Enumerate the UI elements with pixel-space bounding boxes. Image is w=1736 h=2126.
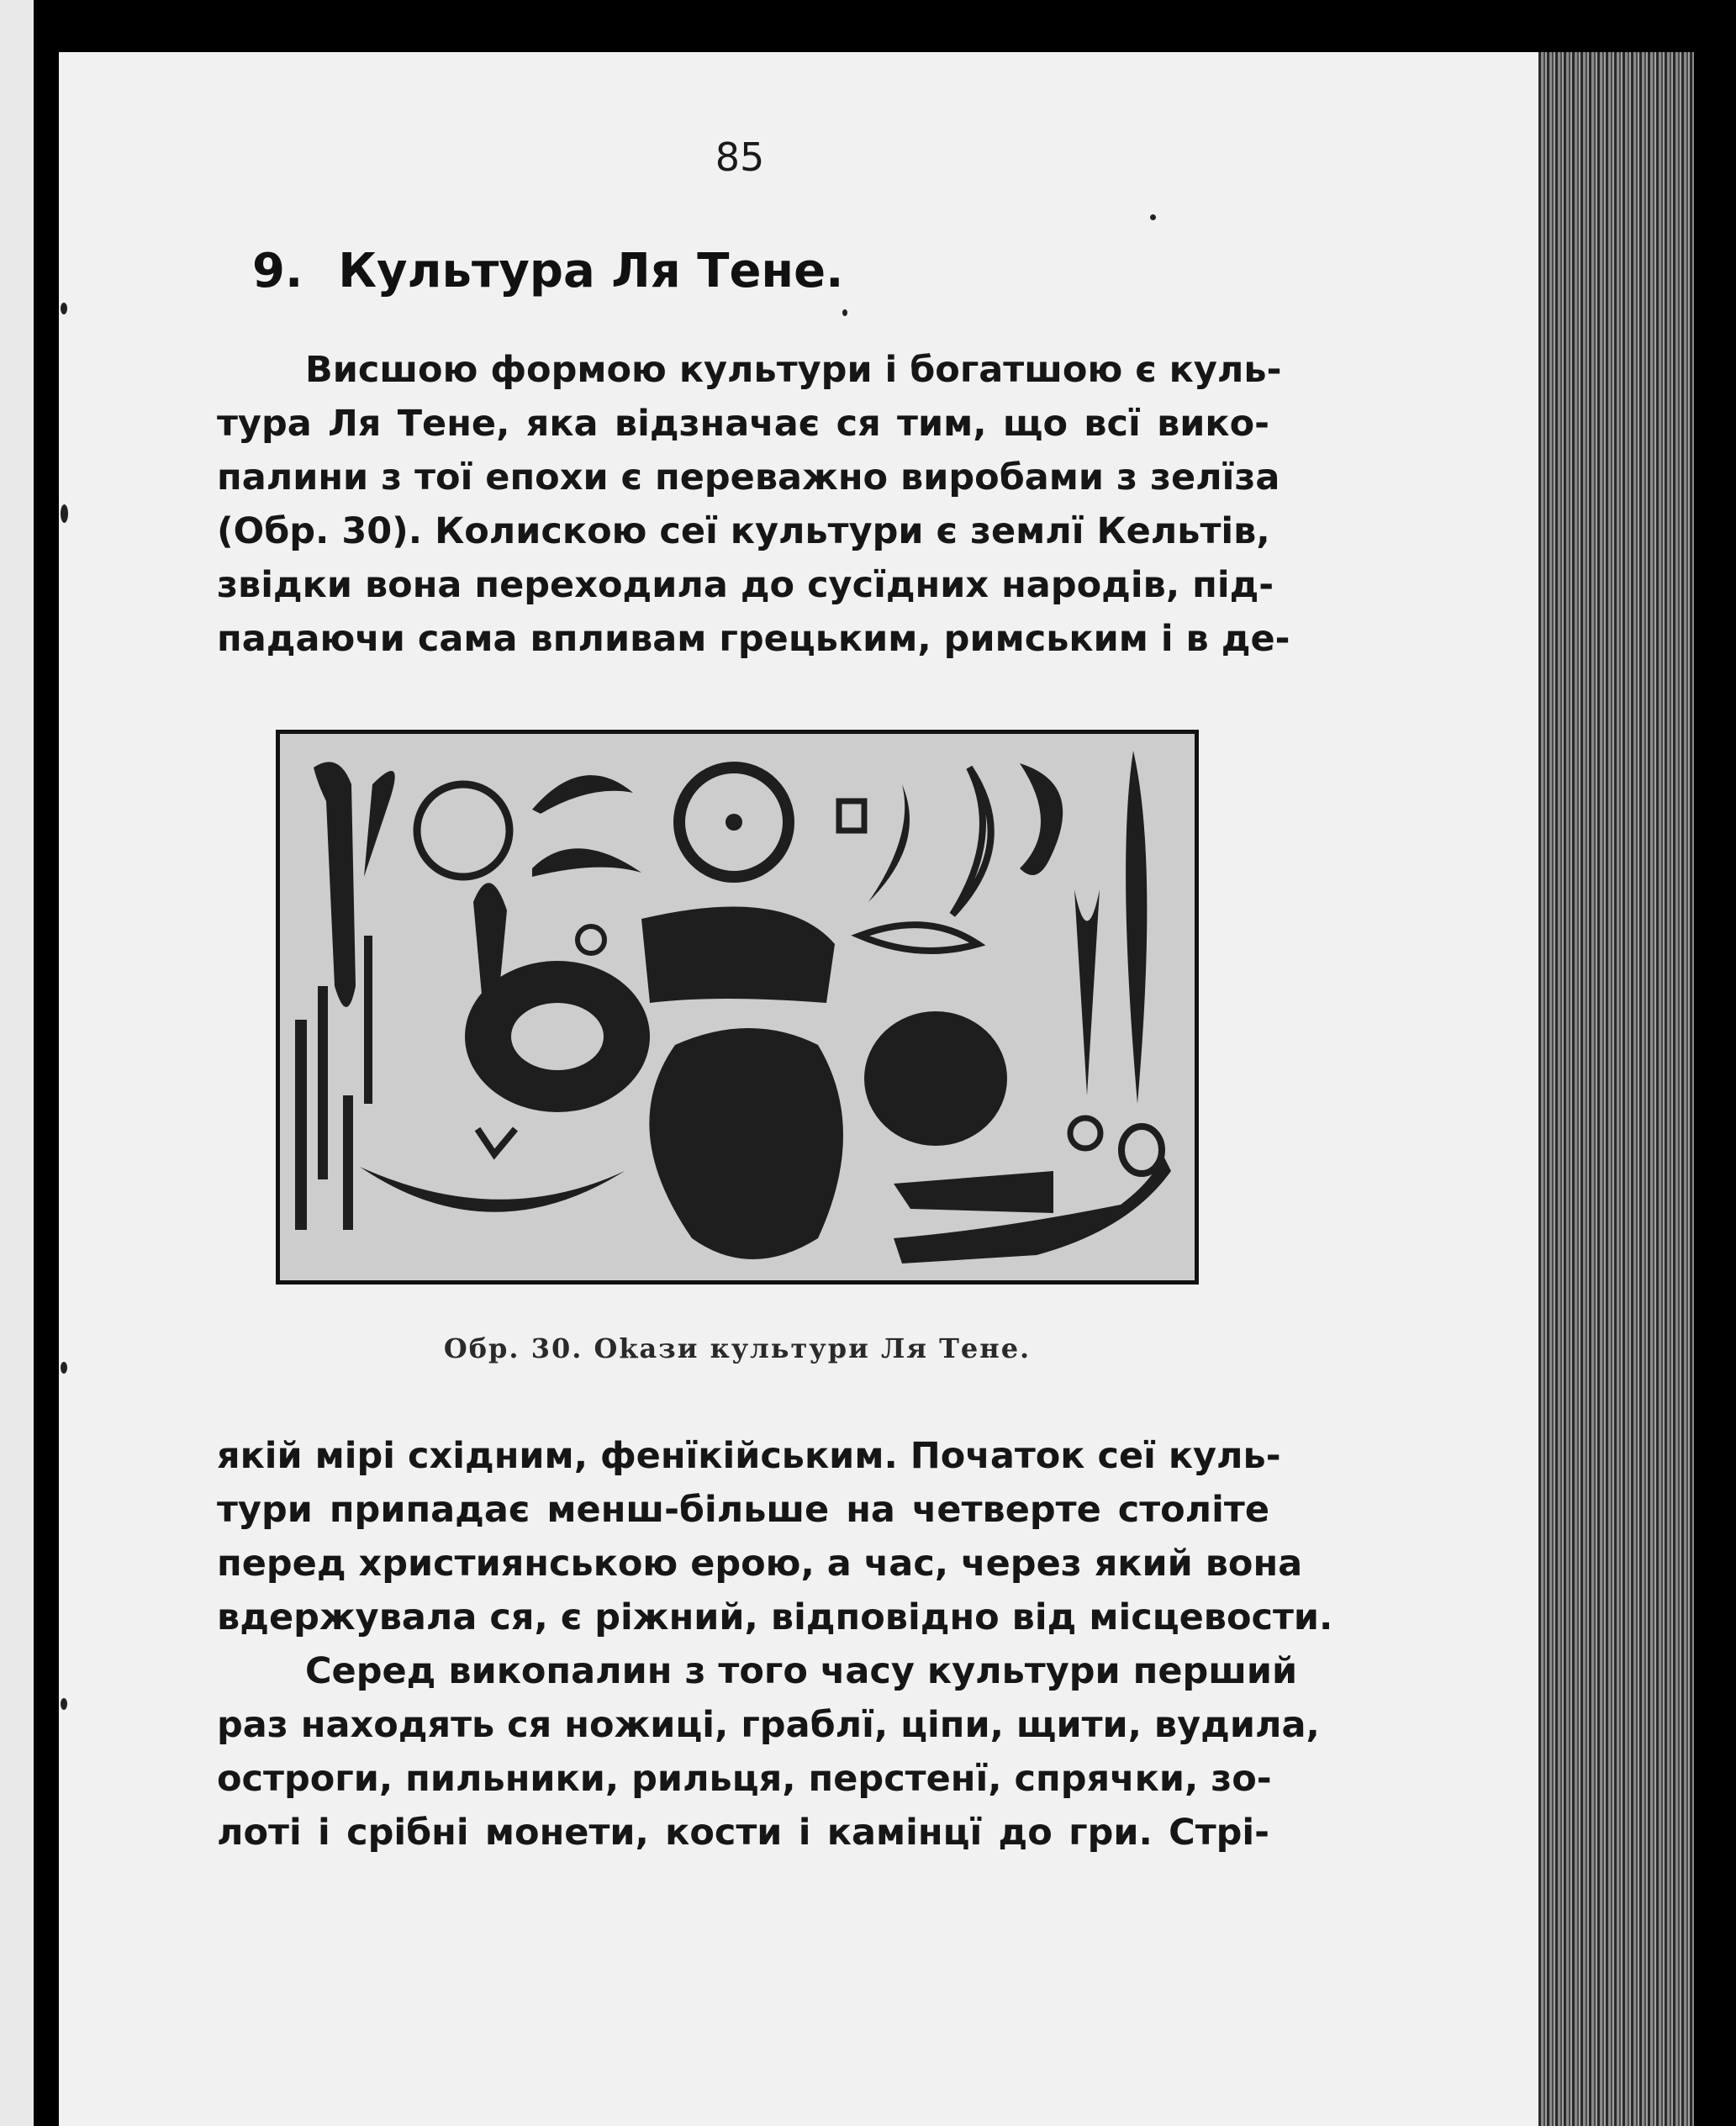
artifacts-illustration — [280, 734, 1195, 1280]
text-line: вдержувала ся, є ріжний, відповідно від місцевости. — [217, 1596, 1333, 1638]
figure-la-tene-artifacts — [276, 730, 1199, 1285]
text-line: тура Ля Тене, яка відзначає ся тим, що всї вико- — [217, 403, 1269, 445]
figure-caption: Обр. 30. Оkази культури Ля Тене. — [443, 1332, 1032, 1364]
text-line: Серед викопалин з того часу культури перший — [305, 1650, 1298, 1692]
book-page-stack-edge — [1538, 52, 1694, 2126]
text-line: звідки вона переходила до сусїдних народів, під- — [217, 564, 1274, 606]
margin-speck — [61, 1362, 67, 1374]
text-line: раз находять ся ножиці, граблї, ціпи, щити, вудила, — [217, 1704, 1320, 1746]
margin-speck — [61, 504, 68, 523]
margin-speck — [61, 303, 67, 314]
text-line: палини з тої епохи є переважно виробами з зелїза — [217, 456, 1280, 499]
text-line: (Обр. 30). Колискою сеї культури є землї Кельтів, — [217, 510, 1270, 552]
paragraph-1 — [217, 343, 1290, 666]
text-line: падаючи сама впливам грецьким, римським і в де- — [217, 618, 1290, 660]
text-line: лоті і срібні монети, кости і камінцї до гри. Стрі- — [217, 1812, 1269, 1854]
page-speck — [1150, 214, 1156, 220]
text-line: перед християнською ерою, а час, через який вона — [217, 1543, 1303, 1585]
page-speck — [842, 309, 847, 316]
chapter-heading — [252, 244, 1261, 298]
scan-border — [1694, 0, 1736, 2126]
text-line: Висшою формою культури і богатшою є куль- — [305, 349, 1282, 391]
chapter-number: 9. — [252, 244, 303, 298]
text-line: тури припадає менш-більше на четверте століте — [217, 1489, 1269, 1531]
margin-speck — [61, 1698, 67, 1710]
text-line: якій мірі східним, фенїкійським. Початок сеї куль- — [217, 1435, 1281, 1477]
page-number: 85 — [715, 135, 765, 180]
chapter-title: Культура Ля Тене. — [338, 244, 844, 298]
paragraph-2 — [217, 1429, 1333, 1860]
text-line: остроги, пильники, рильця, перстенї, спрячки, зо- — [217, 1758, 1272, 1800]
left-facing-page-edge — [0, 0, 34, 2126]
